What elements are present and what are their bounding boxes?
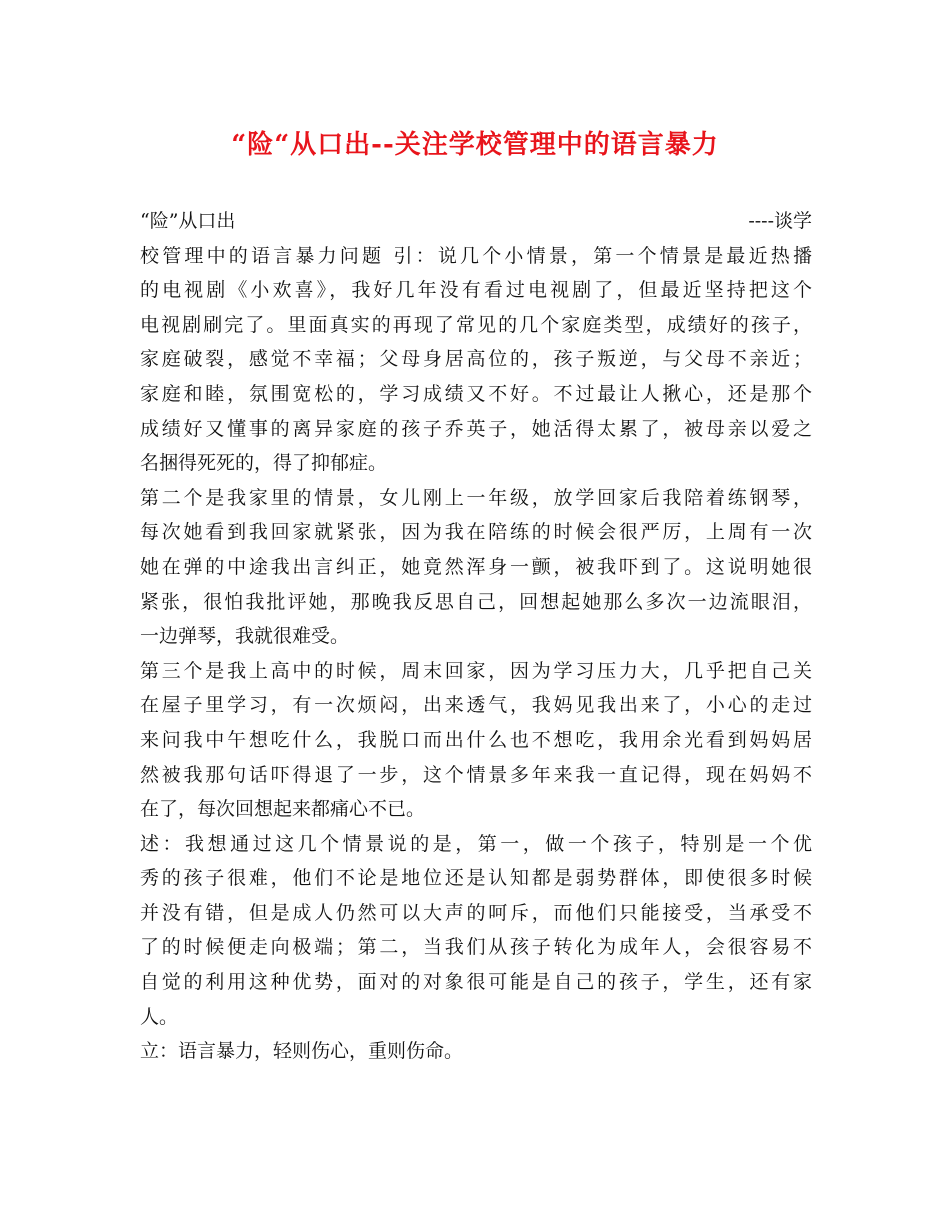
body-lines (140, 239, 812, 1069)
text-line: 她在弹的中途我出言纠正，她竟然浑身一颤，被我吓到了。这说明她很 (140, 555, 812, 578)
text-line: 第二个是我家里的情景，女儿刚上一年级，放学回家后我陪着练钢琴， (140, 486, 812, 509)
first-line-left: “险”从口出 (140, 210, 236, 232)
text-line: 在屋子里学习，有一次烦闷，出来透气，我妈见我出来了，小心的走过 (140, 694, 812, 717)
document-title: “险“从口出--关注学校管理中的语言暴力 (231, 130, 719, 160)
text-line: 电视剧刷完了。里面真实的再现了常见的几个家庭类型，成绩好的孩子， (140, 313, 812, 336)
text-line: 立：语言暴力，轻则伤心，重则伤命。 (140, 1040, 464, 1063)
text-line: 秀的孩子很难，他们不论是地位还是认知都是弱势群体，即使很多时候 (140, 867, 812, 890)
text-line: 名捆得死死的，得了抑郁症。 (140, 452, 388, 475)
document-body (140, 204, 812, 1069)
text-line: 了的时候便走向极端；第二，当我们从孩子转化为成年人，会很容易不 (140, 936, 812, 959)
text-line: 家庭破裂，感觉不幸福；父母身居高位的，孩子叛逆，与父母不亲近； (140, 348, 812, 371)
text-line: 每次她看到我回家就紧张，因为我在陪练的时候会很严厉，上周有一次 (140, 521, 812, 544)
first-line-right: ----谈学 (748, 210, 812, 232)
text-line: 成绩好又懂事的离异家庭的孩子乔英子，她活得太累了，被母亲以爱之 (140, 417, 812, 440)
text-line: 自觉的利用这种优势，面对的对象很可能是自己的孩子，学生，还有家 (140, 971, 812, 994)
text-line: 然被我那句话吓得退了一步，这个情景多年来我一直记得，现在妈妈不 (140, 763, 812, 786)
text-line: 家庭和睦，氛围宽松的，学习成绩又不好。不过最让人揪心，还是那个 (140, 382, 812, 405)
text-line: 校管理中的语言暴力问题 引：说几个小情景，第一个情景是最近热播 (140, 244, 812, 267)
text-line: 一边弹琴，我就很难受。 (140, 625, 350, 648)
first-line (140, 204, 812, 239)
text-line: 的电视剧《小欢喜》，我好几年没有看过电视剧了，但最近坚持把这个 (140, 279, 812, 302)
text-line: 在了，每次回想起来都痛心不已。 (140, 798, 426, 821)
text-line: 第三个是我上高中的时候，周末回家，因为学习压力大，几乎把自己关 (140, 659, 812, 682)
text-line: 述：我想通过这几个情景说的是，第一，做一个孩子，特别是一个优 (140, 832, 812, 855)
text-line: 紧张，很怕我批评她，那晚我反思自己，回想起她那么多次一边流眼泪， (140, 590, 812, 613)
text-line: 人。 (140, 1005, 179, 1028)
text-line: 并没有错，但是成人仍然可以大声的呵斥，而他们只能接受，当承受不 (140, 901, 812, 924)
text-line: 来问我中午想吃什么，我脱口而出什么也不想吃，我用余光看到妈妈居 (140, 728, 812, 751)
